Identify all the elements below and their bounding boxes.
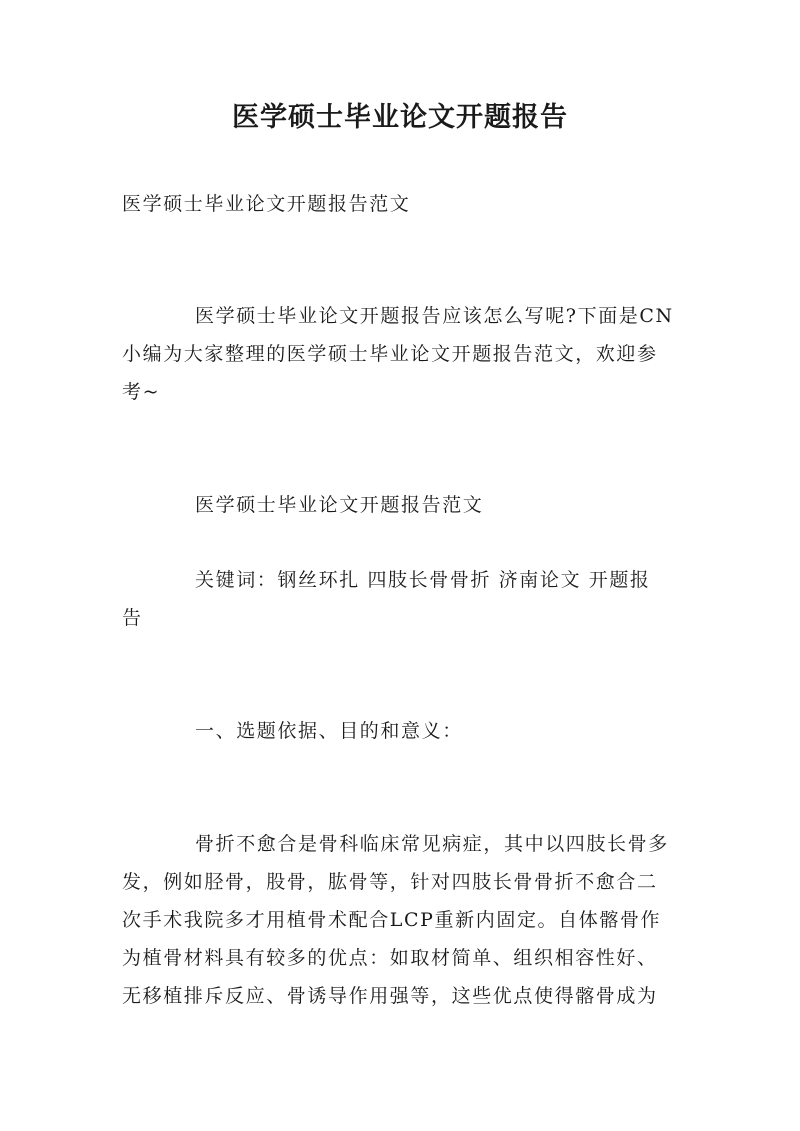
keywords-line-1: 关键词：钢丝环扎 四肢长骨骨折 济南论文 开题报 xyxy=(195,569,651,591)
section-title: 医学硕士毕业论文开题报告范文 xyxy=(195,494,484,516)
body-line-5: 无移植排斥反应、骨诱导作用强等，这些优点使得髂骨成为 xyxy=(122,985,658,1007)
intro-line-1: 医学硕士毕业论文开题报告应该怎么写呢?下面是CN xyxy=(195,305,674,327)
keywords-line-2: 告 xyxy=(122,607,143,629)
intro-line-3: 考~ xyxy=(122,381,161,403)
intro-line-2: 小编为大家整理的医学硕士毕业论文开题报告范文，欢迎参 xyxy=(122,343,658,365)
body-line-2: 发，例如胫骨，股骨，肱骨等，针对四肢长骨骨折不愈合二 xyxy=(122,871,658,893)
document-title: 医学硕士毕业论文开题报告 xyxy=(232,102,568,133)
heading-1: 一、选题依据、目的和意义： xyxy=(195,720,463,742)
body-line-4: 为植骨材料具有较多的优点：如取材简单、组织相容性好、 xyxy=(122,947,658,969)
body-line-3: 次手术我院多才用植骨术配合LCP重新内固定。自体髂骨作 xyxy=(122,909,662,931)
body-line-1: 骨折不愈合是骨科临床常见病症，其中以四肢长骨多 xyxy=(195,833,669,855)
document-subtitle: 医学硕士毕业论文开题报告范文 xyxy=(122,193,411,215)
